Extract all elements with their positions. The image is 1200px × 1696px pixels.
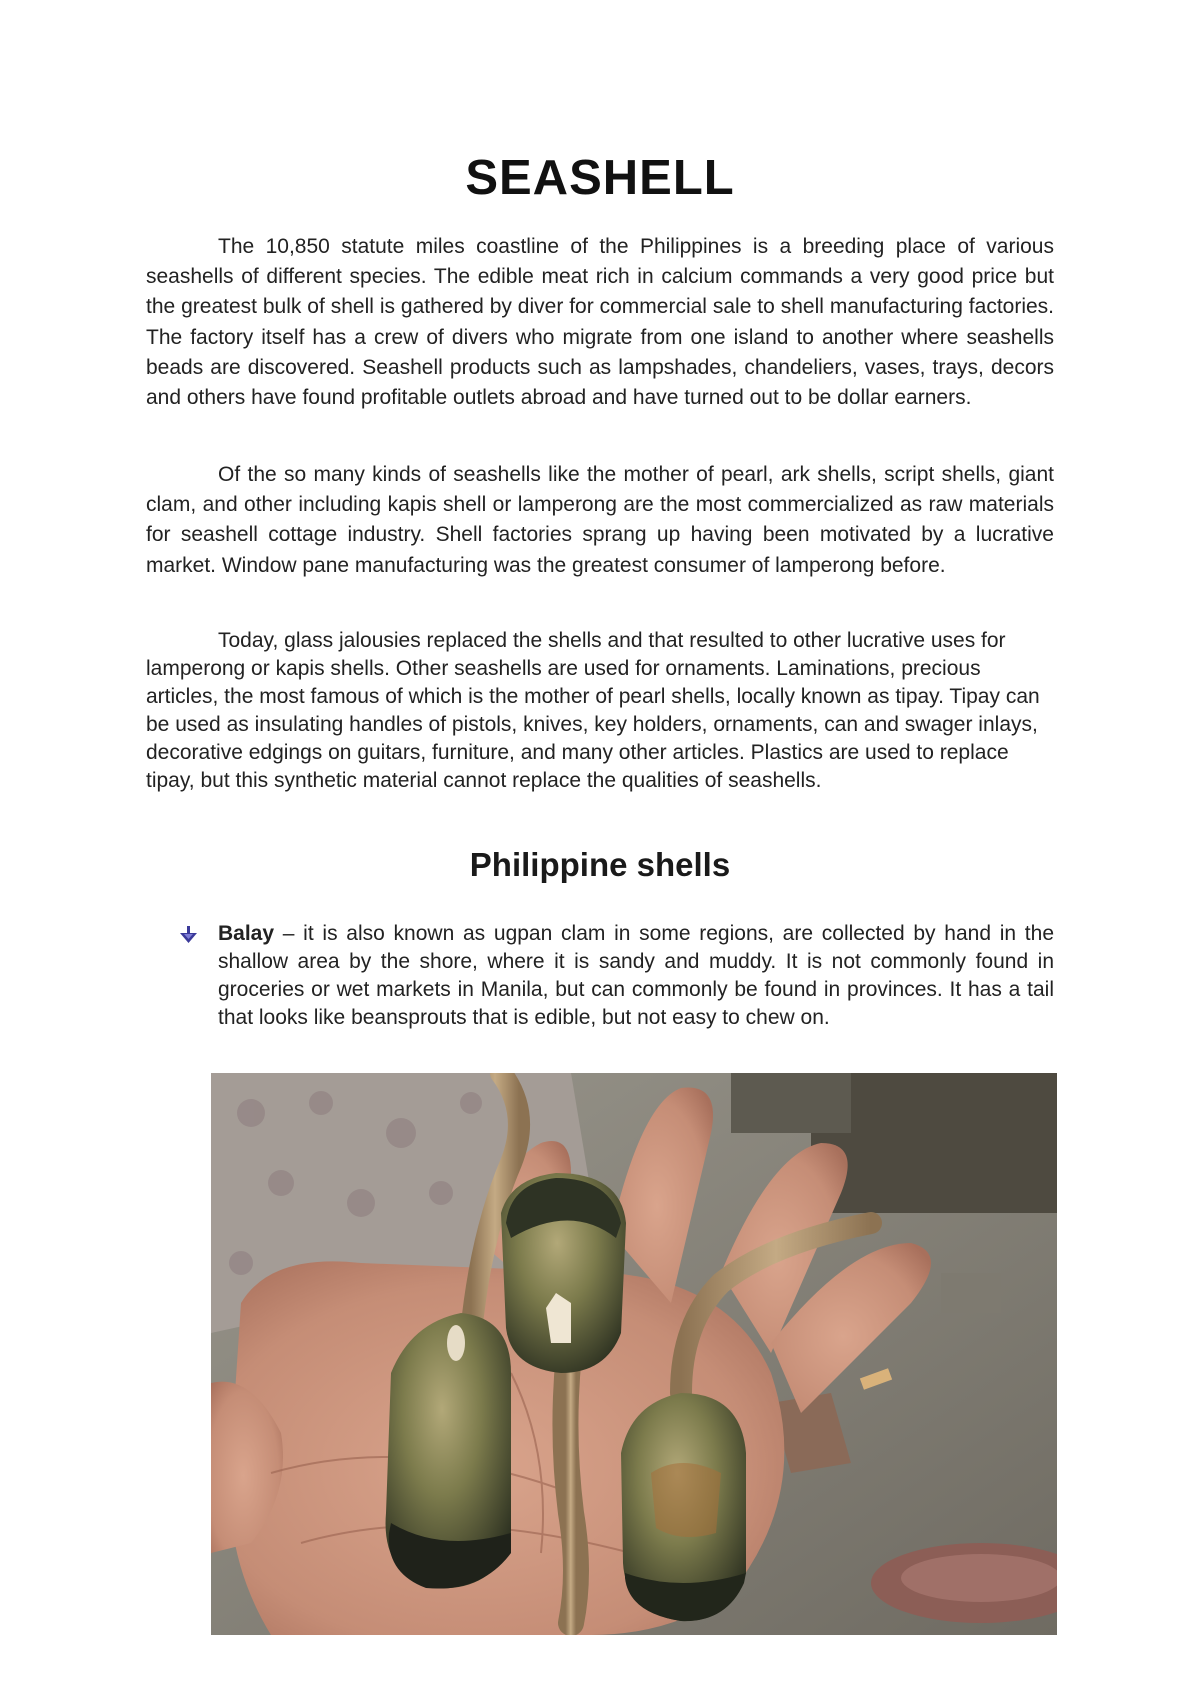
document-title: SEASHELL xyxy=(465,151,735,205)
section-heading: Philippine shells xyxy=(469,846,731,883)
photo-balay-clams-in-hand xyxy=(211,1073,1057,1635)
list-item-description: – it is also known as ugpan clam in some regions, are collected by hand in the shallow area by the shore, where it is sandy and muddy. It is not commonly found in groceries or wet markets in Manila, but can commonly be found in provinces. It has a tail that looks like beansprouts that is edible, but not easy to chew on. xyxy=(218,922,1054,1029)
paragraph-today: Today, glass jalousies replaced the shells and that resulted to other lucrative uses for lamperong or kapis shells. Other seashells are used for ornaments. Laminations, precious articles, the most famous of which is the mother of pearl shells, locally known as tipay. Tipay can be used as insulating handles of pistols, knives, key holders, ornaments, can and swager inlays, decorative edgings on guitars, furniture, and many other articles. Plastics are used to replace tipay, but this synthetic material cannot replace the qualities of seashells. xyxy=(146,629,1040,792)
paragraph-intro: The 10,850 statute miles coastline of the Philippines is a breeding place of various seashells of different species. The edible meat rich in calcium commands a very good price but the greatest bulk of shell is gathered by diver for commercial sale to shell manufacturing factories. The factory itself has a crew of divers who migrate from one island to another where seashells beads are discovered. Seashell products such as lampshades, chandeliers, vases, trays, decors and others have found profitable outlets abroad and have turned out to be dollar earners. xyxy=(146,235,1054,410)
list-item-text xyxy=(218,920,1054,1032)
list-item-term: Balay xyxy=(218,922,275,945)
arrow-bullet-icon xyxy=(180,926,198,944)
paragraph-kinds: Of the so many kinds of seashells like the mother of pearl, ark shells, script shells, giant clam, and other including kapis shell or lamperong are the most commercialized as raw materials for seashell cottage industry. Shell factories sprang up having been motivated by a lucrative market. Window pane manufacturing was the greatest consumer of lamperong before. xyxy=(146,463,1054,577)
